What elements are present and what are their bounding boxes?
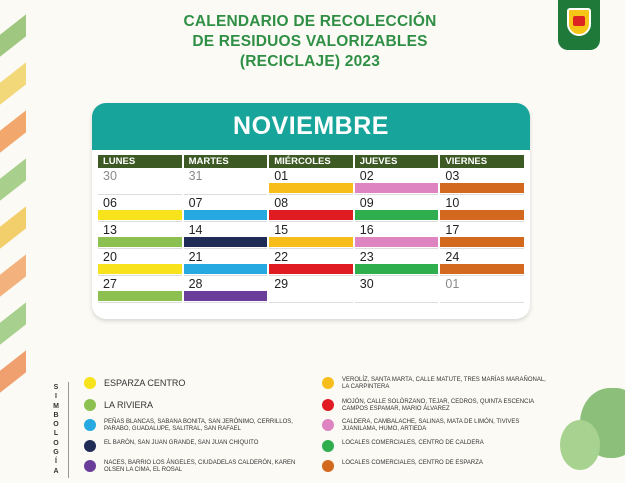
day-number: 02	[359, 169, 374, 183]
legend-color-dot	[322, 377, 334, 389]
day-cell	[355, 249, 439, 276]
day-cell	[184, 249, 268, 276]
decor-stripe	[0, 350, 26, 403]
collection-route-bar	[98, 291, 182, 301]
weekday-header: JUEVES	[355, 155, 439, 168]
day-cell	[440, 222, 524, 249]
day-number: 01	[445, 277, 460, 291]
day-cell	[98, 276, 182, 303]
day-cell	[269, 249, 353, 276]
decor-tree	[560, 420, 600, 470]
collection-route-bar	[269, 264, 353, 274]
legend-text: LA RIVIERA	[104, 400, 154, 410]
legend-color-dot	[84, 377, 96, 389]
day-number: 22	[274, 250, 289, 264]
title-line-3: (RECICLAJE) 2023	[239, 53, 381, 70]
weekday-header: MARTES	[184, 155, 268, 168]
legend-label-letter: Í	[55, 458, 57, 466]
legend-text: NACES, BARRIO LOS ÁNGELES, CIUDADELAS CALDERÓN, KAREN OLSEN LA CIMA, EL ROSAL	[104, 460, 296, 473]
legend-text: EL BARÓN, SAN JUAN GRANDE, SAN JUAN CHIQUITO	[104, 440, 259, 446]
legend-color-dot	[322, 419, 334, 431]
day-number: 27	[103, 277, 117, 291]
day-cell	[98, 168, 182, 195]
calendar-card	[92, 103, 530, 319]
day-cell	[184, 276, 268, 303]
legend-item	[322, 460, 554, 472]
day-cell	[440, 249, 524, 276]
day-cell	[269, 222, 353, 249]
collection-route-bar	[98, 210, 182, 220]
day-cell	[355, 195, 439, 222]
collection-route-bar	[355, 237, 439, 247]
decor-stripe	[0, 110, 26, 163]
legend-item	[84, 419, 314, 433]
title-line-2: DE RESIDUOS VALORIZABLES	[192, 33, 428, 50]
legend-label-letter: I	[55, 393, 57, 401]
legend-label-letter: L	[53, 430, 59, 438]
coat-of-arms-icon	[567, 8, 591, 36]
collection-route-bar	[184, 264, 268, 274]
legend-label-letter: G	[53, 449, 59, 457]
collection-route-bar	[269, 210, 353, 220]
day-number: 16	[359, 223, 374, 237]
day-number: 20	[103, 250, 117, 264]
day-number: 13	[103, 223, 117, 237]
legend-text: ESPARZA CENTRO	[104, 378, 186, 388]
legend-color-dot	[84, 460, 96, 472]
month-title: NOVIEMBRE	[92, 103, 530, 150]
collection-route-bar	[440, 183, 524, 193]
decor-stripe	[0, 206, 26, 259]
collection-route-bar	[440, 264, 524, 274]
day-cell	[440, 276, 524, 303]
collection-route-bar	[355, 210, 439, 220]
day-cell	[269, 168, 353, 195]
legend-text: PEÑAS BLANCAS, SABANA BONITA, SAN JERÓNIMO, CERRILLOS, PARABO, GUADALUPE, SALITRAL, SAN RAFAEL	[104, 419, 293, 432]
legend-divider	[68, 382, 69, 478]
municipal-logo	[558, 0, 600, 50]
weekday-header: LUNES	[98, 155, 182, 168]
legend-item	[84, 377, 314, 389]
page-title	[140, 12, 480, 72]
collection-route-bar	[269, 183, 353, 193]
day-number: 03	[445, 169, 460, 183]
day-cell	[184, 222, 268, 249]
day-number: 24	[445, 250, 460, 264]
legend-item	[322, 399, 554, 413]
day-number: 10	[445, 196, 460, 210]
legend-item	[322, 440, 554, 452]
legend-text: VEROLÍZ, SANTA MARTA, CALLE MATUTE, TRES MARÍAS MARAÑONAL, LA CARPINTERA	[342, 377, 546, 390]
day-number: 17	[445, 223, 460, 237]
day-number: 23	[359, 250, 374, 264]
day-number: 31	[188, 169, 203, 183]
collection-route-bar	[355, 183, 439, 193]
legend-label-letter: O	[53, 421, 59, 429]
collection-route-bar	[269, 237, 353, 247]
decor-stripe	[0, 254, 26, 307]
legend-item	[84, 399, 314, 411]
legend-color-dot	[84, 419, 96, 431]
decor-stripe	[0, 302, 26, 355]
day-cell	[440, 168, 524, 195]
legend-text: CALDERA, CAMBALACHE, SALINAS, MATA DE LIMÓN, TIVIVES JUANILAMA, HUMO, ARTIEDA	[342, 419, 520, 432]
day-cell	[184, 168, 268, 195]
legend-label-letter: B	[53, 411, 59, 419]
legend-color-dot	[322, 399, 334, 411]
legend-label-letter: A	[53, 467, 59, 475]
collection-route-bar	[184, 237, 268, 247]
day-number: 06	[103, 196, 117, 210]
day-number: 08	[274, 196, 289, 210]
legend-color-dot	[84, 440, 96, 452]
legend-label-letter: M	[53, 402, 59, 410]
legend-item	[322, 419, 554, 433]
legend-item	[322, 377, 554, 391]
decor-stripe	[0, 158, 26, 211]
legend-label-letter: S	[53, 384, 59, 391]
day-number: 01	[274, 169, 289, 183]
legend-text: MOJÓN, CALLE SOLÓRZANO, TEJAR, CEDROS, QUINTA ESCENCIA CAMPOS ESPAMAR, MARIO ÁLVAREZ	[342, 399, 534, 412]
collection-route-bar	[184, 210, 268, 220]
day-number: 09	[359, 196, 374, 210]
weekday-header: MIÉRCOLES	[269, 155, 353, 168]
legend-item	[84, 440, 314, 452]
collection-route-bar	[355, 264, 439, 274]
day-cell	[98, 249, 182, 276]
legend-text: LOCALES COMERCIALES, CENTRO DE ESPARZA	[342, 460, 483, 466]
day-number: 29	[274, 277, 289, 291]
day-number: 07	[188, 196, 203, 210]
day-cell	[440, 195, 524, 222]
day-cell	[269, 276, 353, 303]
day-cell	[98, 222, 182, 249]
legend-label-letter: O	[53, 439, 59, 447]
legend-side-label	[52, 383, 60, 476]
day-number: 30	[103, 169, 117, 183]
day-cell	[269, 195, 353, 222]
legend-color-dot	[322, 460, 334, 472]
collection-route-bar	[98, 264, 182, 274]
legend-item	[84, 460, 314, 474]
day-cell	[98, 195, 182, 222]
day-number: 30	[359, 277, 374, 291]
title-line-1: CALENDARIO DE RECOLECCIÓN	[183, 13, 437, 30]
decor-stripe	[0, 62, 26, 115]
day-cell	[184, 195, 268, 222]
legend-text: LOCALES COMERCIALES, CENTRO DE CALDERA	[342, 440, 484, 446]
collection-route-bar	[440, 210, 524, 220]
day-number: 21	[188, 250, 203, 264]
day-number: 14	[188, 223, 203, 237]
calendar-grid	[98, 155, 524, 303]
collection-route-bar	[98, 237, 182, 247]
legend-color-dot	[84, 399, 96, 411]
day-cell	[355, 276, 439, 303]
legend-color-dot	[322, 440, 334, 452]
day-cell	[355, 222, 439, 249]
day-cell	[355, 168, 439, 195]
weekday-header: VIERNES	[440, 155, 524, 168]
day-number: 15	[274, 223, 289, 237]
collection-route-bar	[184, 291, 268, 301]
decor-stripe	[0, 14, 26, 67]
collection-route-bar	[440, 237, 524, 247]
day-number: 28	[188, 277, 203, 291]
